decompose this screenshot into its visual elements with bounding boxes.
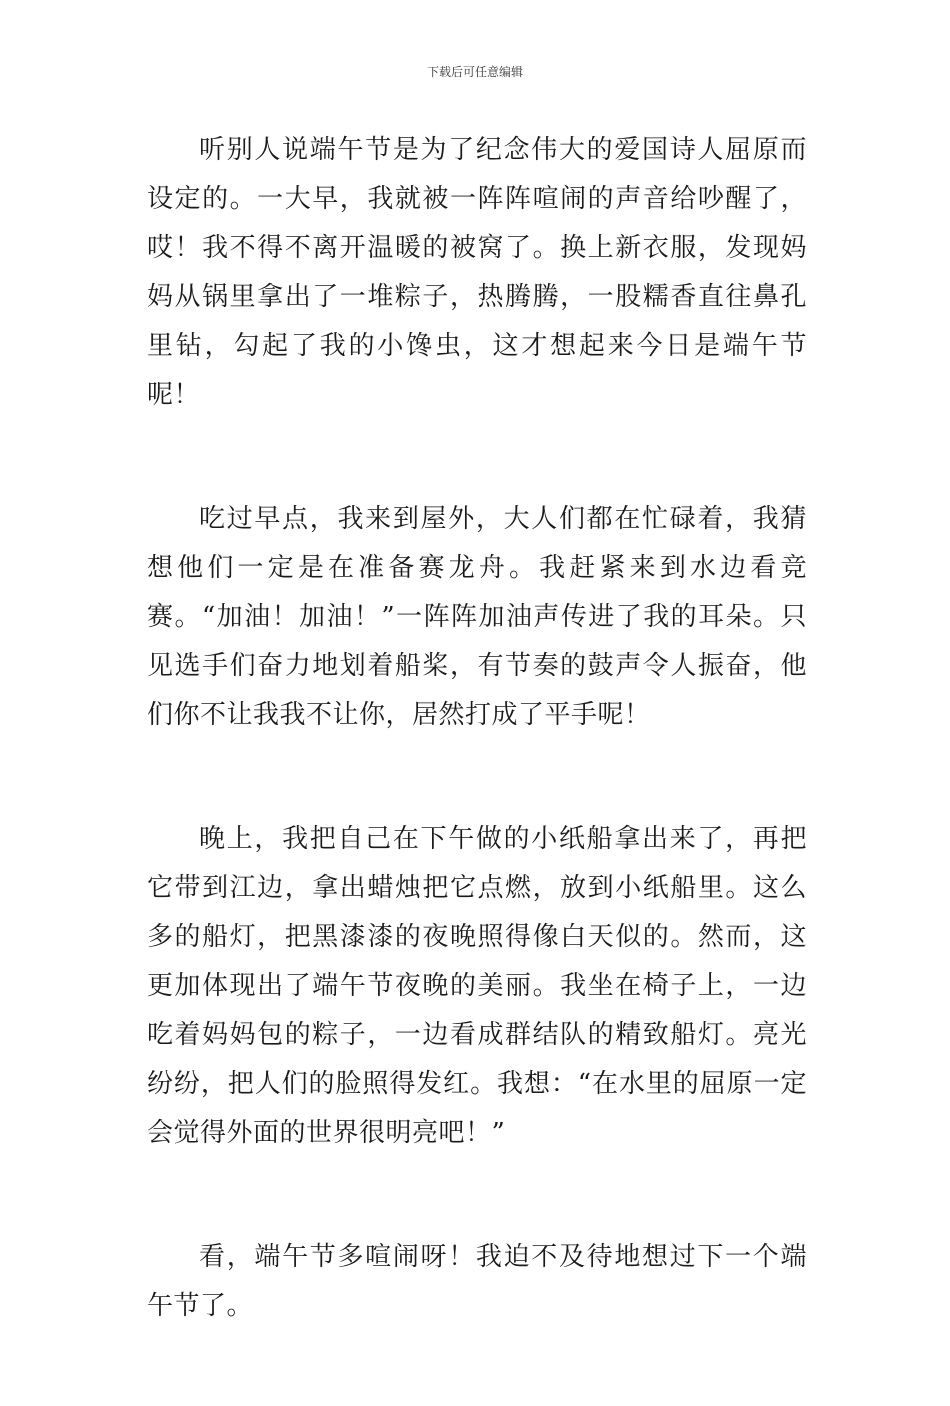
essay-body (147, 126, 807, 1406)
paragraph-2: 吃过早点，我来到屋外，大人们都在忙碌着，我猜想他们一定是在准备赛龙舟。我赶紧来到水边看竞赛。“加油！加油！”一阵阵加油声传进了我的耳朵。只见选手们奋力地划着船桨，有节奏的鼓声令人振奋，他们你不让我我不让你，居然打成了平手呢！ (147, 504, 807, 730)
paragraph-3: 晚上，我把自己在下午做的小纸船拿出来了，再把它带到江边，拿出蜡烛把它点燃，放到小纸船里。这么多的船灯，把黑漆漆的夜晚照得像白天似的。然而，这更加体现出了端午节夜晚的美丽。我坐在椅子上，一边吃着妈妈包的粽子，一边看成群结队的精致船灯。亮光纷纷，把人们的脸照得发红。我想：“在水里的屈原一定会觉得外面的世界很明亮吧！” (147, 824, 807, 1148)
paragraph-4: 看，端午节多喧闹呀！我迫不及待地想过下一个端午节了。 (147, 1242, 807, 1321)
paragraph-1: 听别人说端午节是为了纪念伟大的爱国诗人屈原而设定的。一大早，我就被一阵阵喧闹的声音给吵醒了，哎！我不得不离开温暖的被窝了。换上新衣服，发现妈妈从锅里拿出了一堆粽子，热腾腾，一股糯香直往鼻孔里钻，勾起了我的小馋虫，这才想起来今日是端午节呢！ (147, 135, 807, 410)
page-header: 下载后可任意编辑 (426, 65, 523, 79)
